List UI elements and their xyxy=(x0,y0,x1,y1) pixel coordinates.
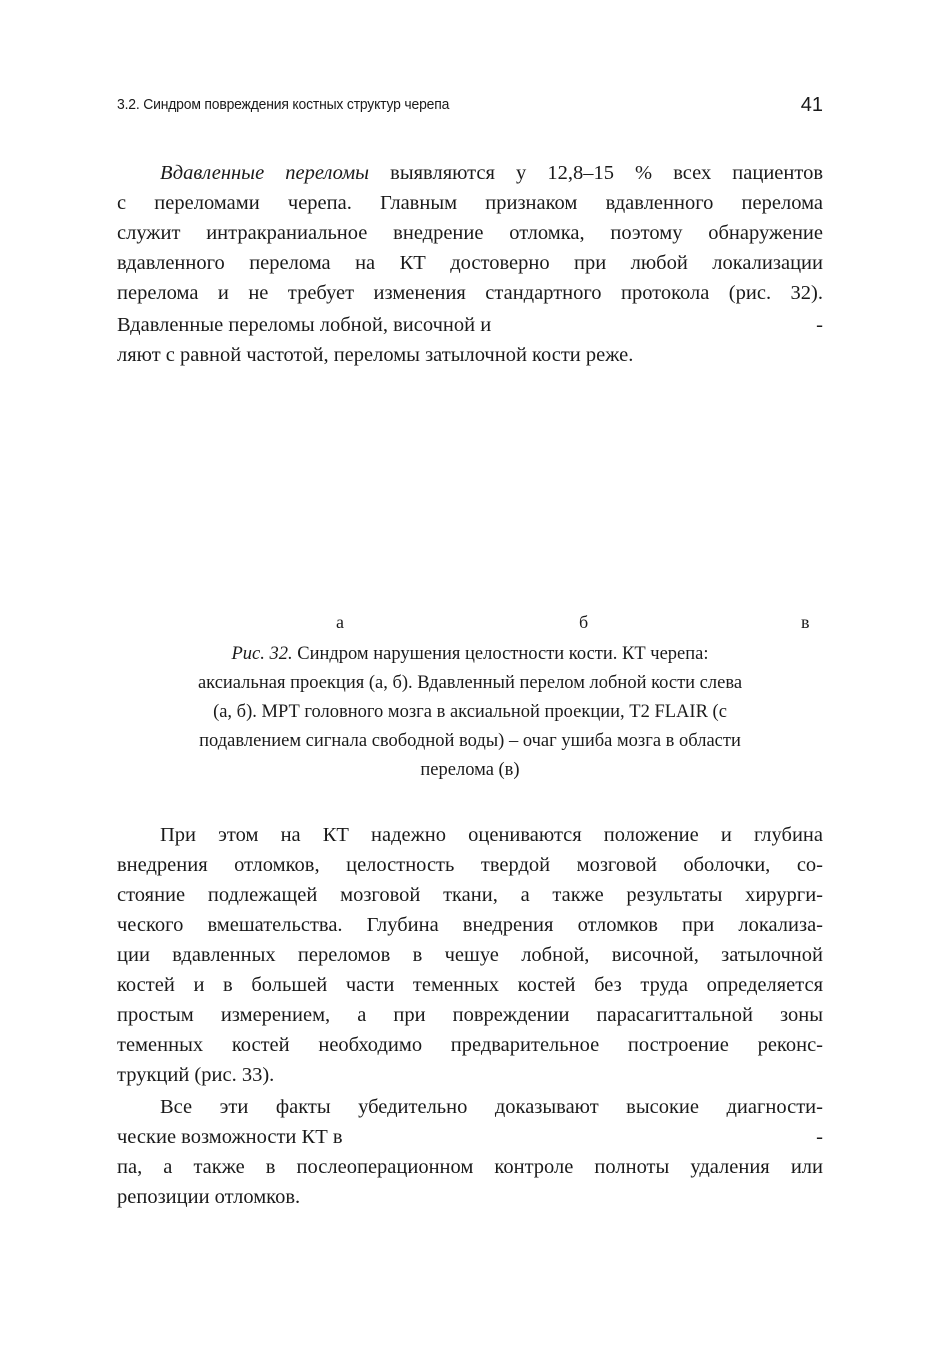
paragraph-2-line-3: стояние подлежащей мозговой ткани, а также результаты хирурги- xyxy=(117,884,823,906)
figure-label-v: в xyxy=(801,612,810,632)
figure-caption-line-2: аксиальная проекция (а, б). Вдавленный перелом лобной кости слева xyxy=(197,673,743,693)
paragraph-1-line-6-hyphen: - xyxy=(816,314,823,336)
paragraph-3-line-1: Все эти факты убедительно доказывают высокие диагности- xyxy=(160,1096,823,1118)
figure-caption-line-1 xyxy=(117,640,823,669)
paragraph-1-line-6 xyxy=(117,310,823,340)
paragraph-2-line-4: ческого вмешательства. Глубина внедрения отломков при локализа- xyxy=(117,914,823,936)
lead-italic-term: Вдавленные переломы xyxy=(160,162,370,184)
paragraph-1-line-1-rest: выявляются у 12,8–15 % всех пациентов xyxy=(369,162,823,184)
paragraph-3-line-3: па, а также в послеоперационном контроле полноты удаления или xyxy=(117,1156,823,1178)
paragraph-2-line-9: трукций (рис. 33). xyxy=(117,1064,275,1086)
paragraph-3-line-2-text: ческие возможности КТ в xyxy=(117,1126,343,1148)
figure-label-b: б xyxy=(579,612,589,632)
paragraph-3-line-2 xyxy=(117,1122,823,1152)
page-header xyxy=(117,96,823,122)
figure-caption-line-3: (а, б). МРТ головного мозга в аксиальной проекции, Т2 FLAIR (с xyxy=(213,702,727,722)
paragraph-1-line-4: вдавленного перелома на КТ достоверно при любой локализации xyxy=(117,252,823,274)
running-title: 3.2. Синдром повреждения костных структур черепа xyxy=(117,96,450,113)
paragraph-2-line-5: ции вдавленных переломов в чешуе лобной, височной, затылочной xyxy=(117,944,823,966)
figure-caption-line-5: перелома (в) xyxy=(420,760,520,780)
paragraph-1-line-5: перелома и не требует изменения стандартного протокола (рис. 32). xyxy=(117,282,823,304)
paragraph-2-line-6: костей и в большей части теменных костей без труда определяется xyxy=(117,974,823,996)
figure-caption-label: Рис. 32. xyxy=(231,644,293,664)
figure-label-a: а xyxy=(336,612,344,632)
paragraph-1-line-3: служит интракраниальное внедрение отломка, поэтому обнаружение xyxy=(117,222,823,244)
figure-caption-line-4: подавлением сигнала свободной воды) – очаг ушиба мозга в области xyxy=(199,731,741,751)
paragraph-2-line-1: При этом на КТ надежно оцениваются положение и глубина xyxy=(160,824,823,846)
paragraph-2-line-7: простым измерением, а при повреждении парасагиттальной зоны xyxy=(117,1004,823,1026)
paragraph-1-line-2: с переломами черепа. Главным признаком вдавленного перелома xyxy=(117,192,823,214)
paragraph-3-line-2-hyphen: - xyxy=(816,1126,823,1148)
paragraph-2-line-2: внедрения отломков, целостность твердой мозговой оболочки, со- xyxy=(117,854,823,876)
paragraph-1-line-1 xyxy=(160,158,823,188)
paragraph-1-line-7: ляют с равной частотой, переломы затылочной кости реже. xyxy=(117,344,634,366)
paragraph-1-line-6-text: Вдавленные переломы лобной, височной и xyxy=(117,314,492,336)
page-number: 41 xyxy=(800,94,823,116)
paragraph-3-line-4: репозиции отломков. xyxy=(117,1186,301,1208)
figure-caption-line-1-text: Синдром нарушения целостности кости. КТ черепа: xyxy=(292,644,709,664)
figure-image-area xyxy=(117,380,823,600)
paragraph-2-line-8: теменных костей необходимо предварительное построение реконс- xyxy=(117,1034,823,1056)
